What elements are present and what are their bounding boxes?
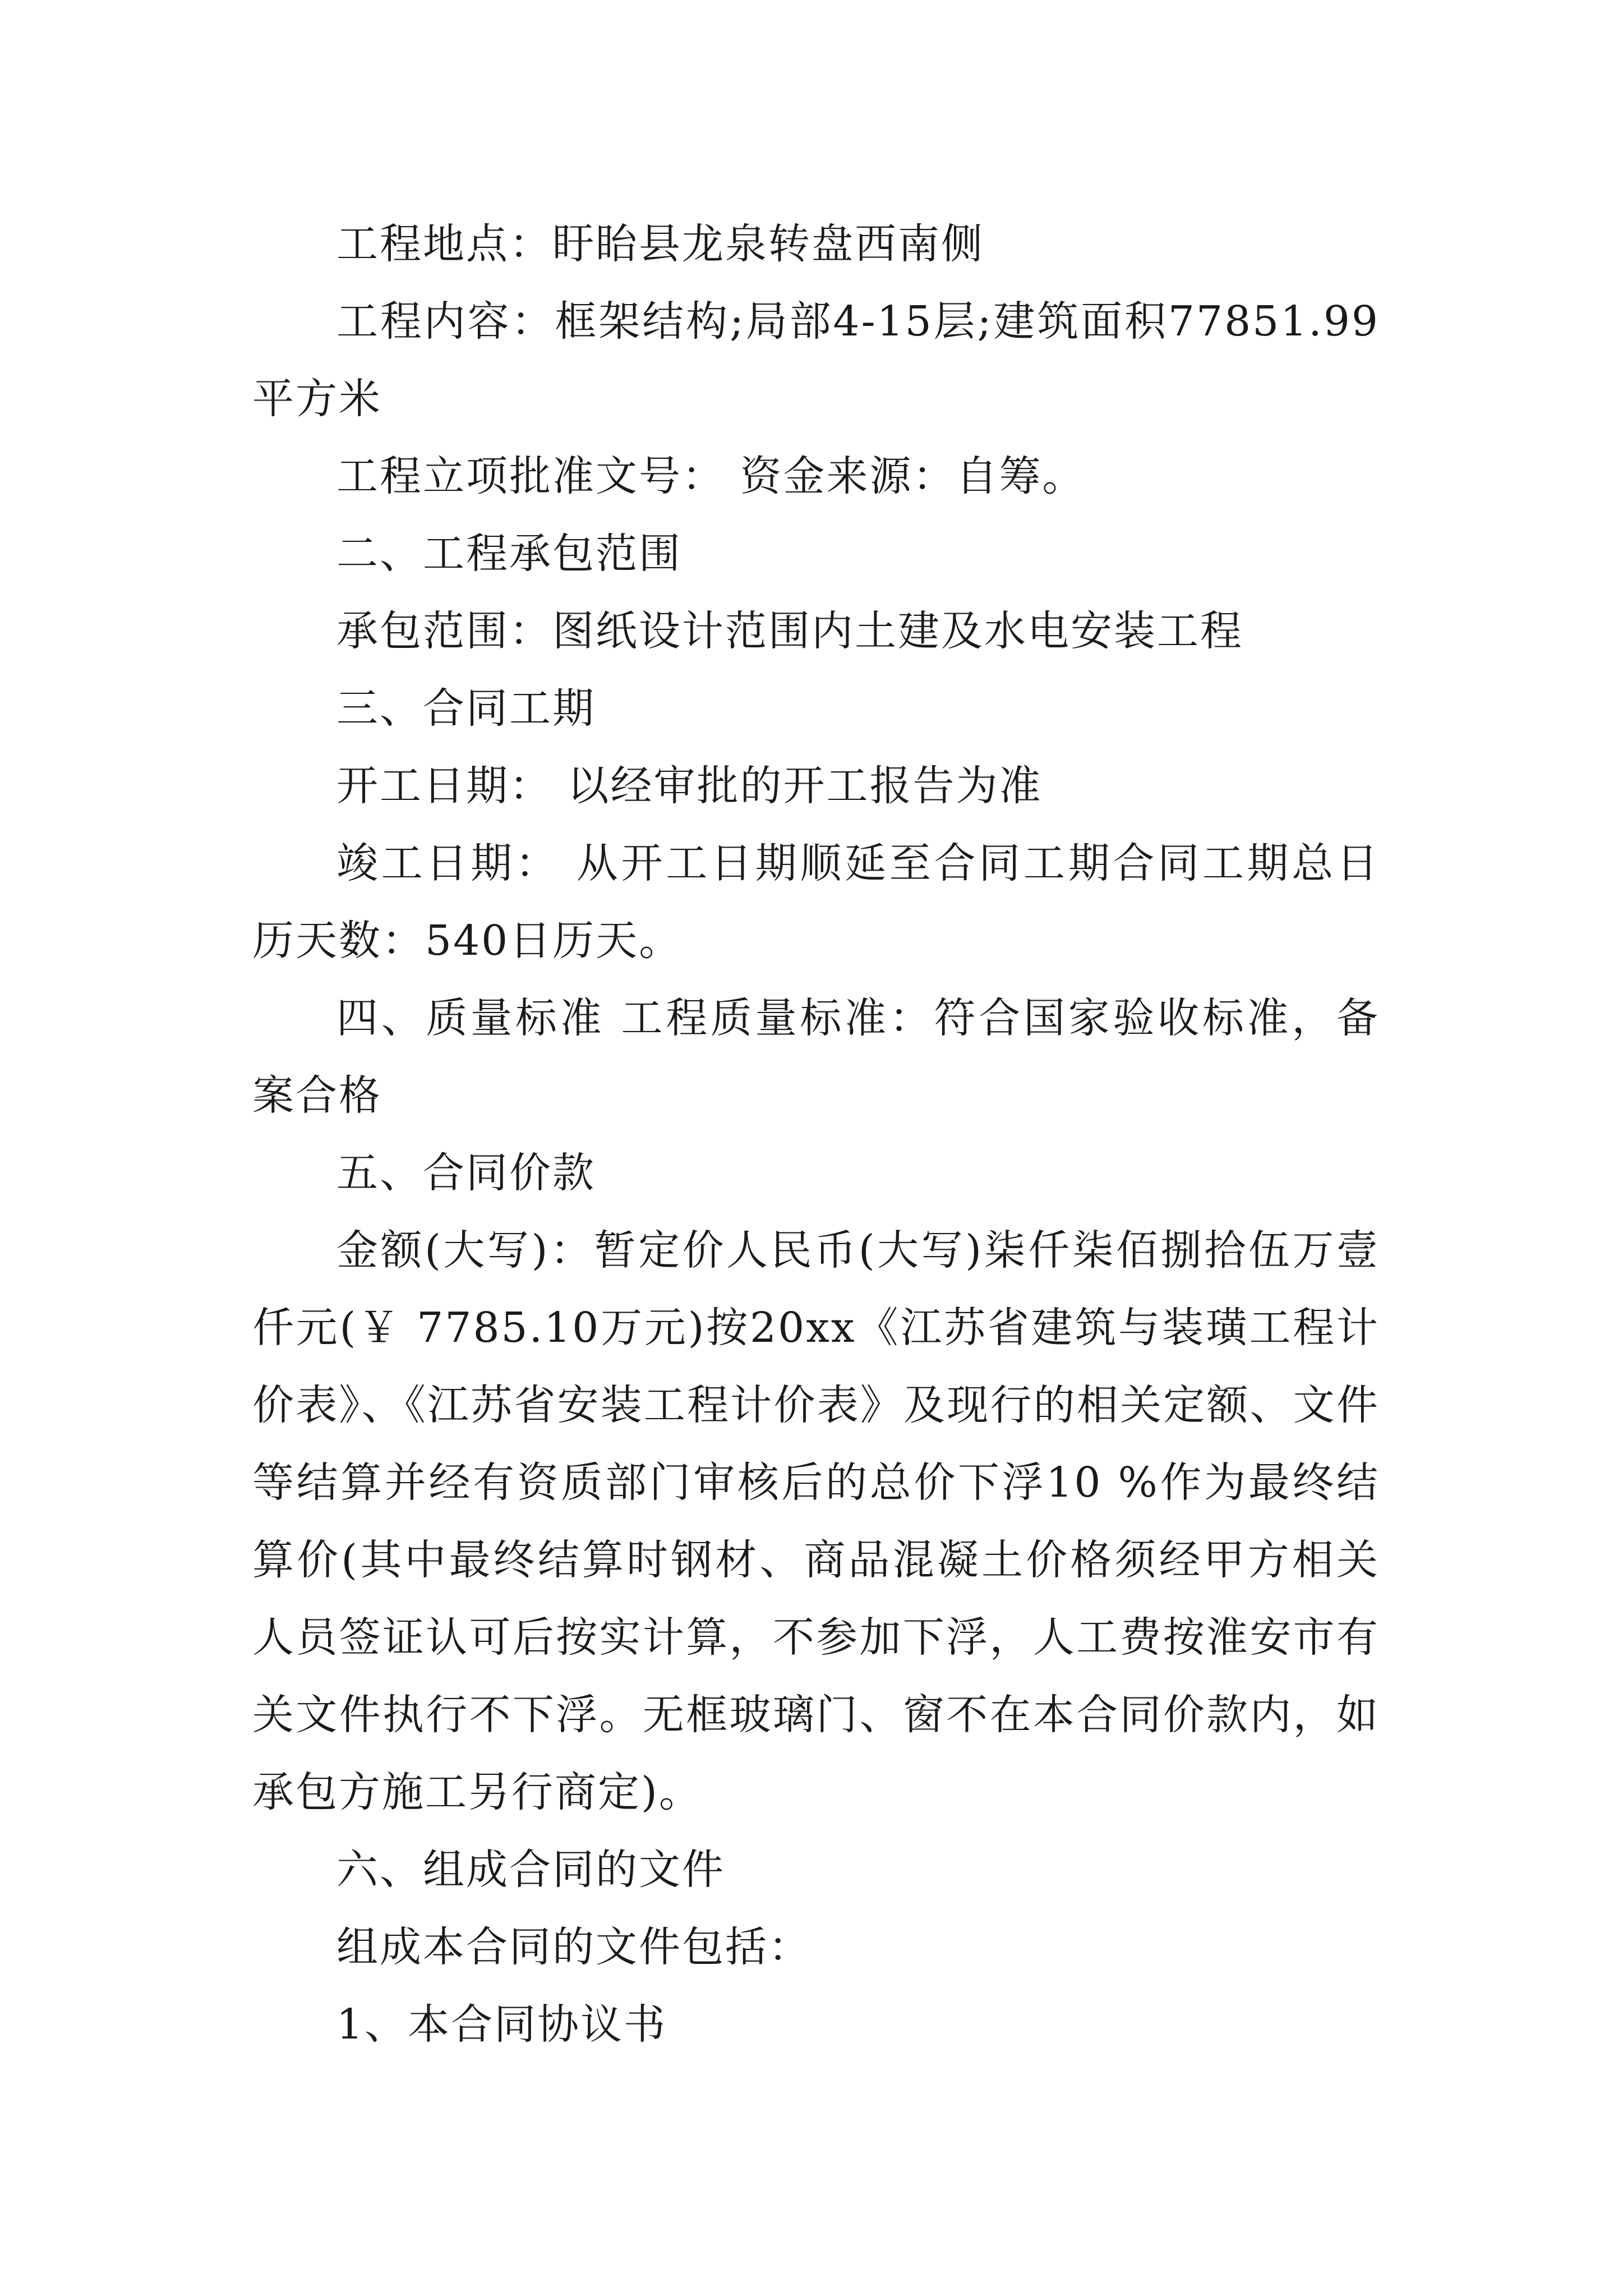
paragraph-documents-intro: 组成本合同的文件包括：	[336, 1923, 811, 1971]
section-heading-scope: 二、工程承包范围	[336, 530, 682, 578]
paragraph-scope: 承包范围：图纸设计范围内土建及水电安装工程	[336, 607, 1243, 655]
list-item-agreement: 1、本合同协议书	[336, 2000, 667, 2049]
section-heading-price: 五、合同价款	[336, 1149, 596, 1197]
paragraph-start-date: 开工日期： 以经审批的开工报告为准	[336, 762, 1043, 810]
section-heading-duration: 三、合同工期	[336, 684, 596, 733]
paragraph-approval-funding: 工程立项批准文号： 资金来源：自筹。	[336, 452, 1086, 500]
paragraph-quality-standard: 四、质量标准 工程质量标准：符合国家验收标准，备案合格	[252, 994, 1380, 1120]
paragraph-price-amount: 金额(大写)：暂定价人民币(大写)柒仟柒佰捌拾伍万壹仟元(￥ 7785.10万元)按20xx《江苏省建筑与装璜工程计价表》、《江苏省安装工程计价表》及现行的相关定额、文件等结算并经有资质部门审核后的总价下浮10 %作为最终结算价(其中最终结算时钢材、商品混凝土价格须经甲方相关人员签证认可后按实计算，不参加下浮，人工费按淮安市有关文件执行不下浮。无框玻璃门、窗不在本合同价款内，如承包方施工另行商定)。	[252, 1226, 1380, 1816]
document-body	[252, 205, 1380, 2063]
paragraph-project-content: 工程内容：框架结构;局部4-15层;建筑面积77851.99平方米	[252, 297, 1380, 423]
paragraph-completion-date: 竣工日期： 从开工日期顺延至合同工期合同工期总日历天数：540日历天。	[252, 839, 1380, 965]
section-heading-documents: 六、组成合同的文件	[336, 1846, 725, 1894]
paragraph-project-location: 工程地点：盱眙县龙泉转盘西南侧	[336, 220, 984, 268]
